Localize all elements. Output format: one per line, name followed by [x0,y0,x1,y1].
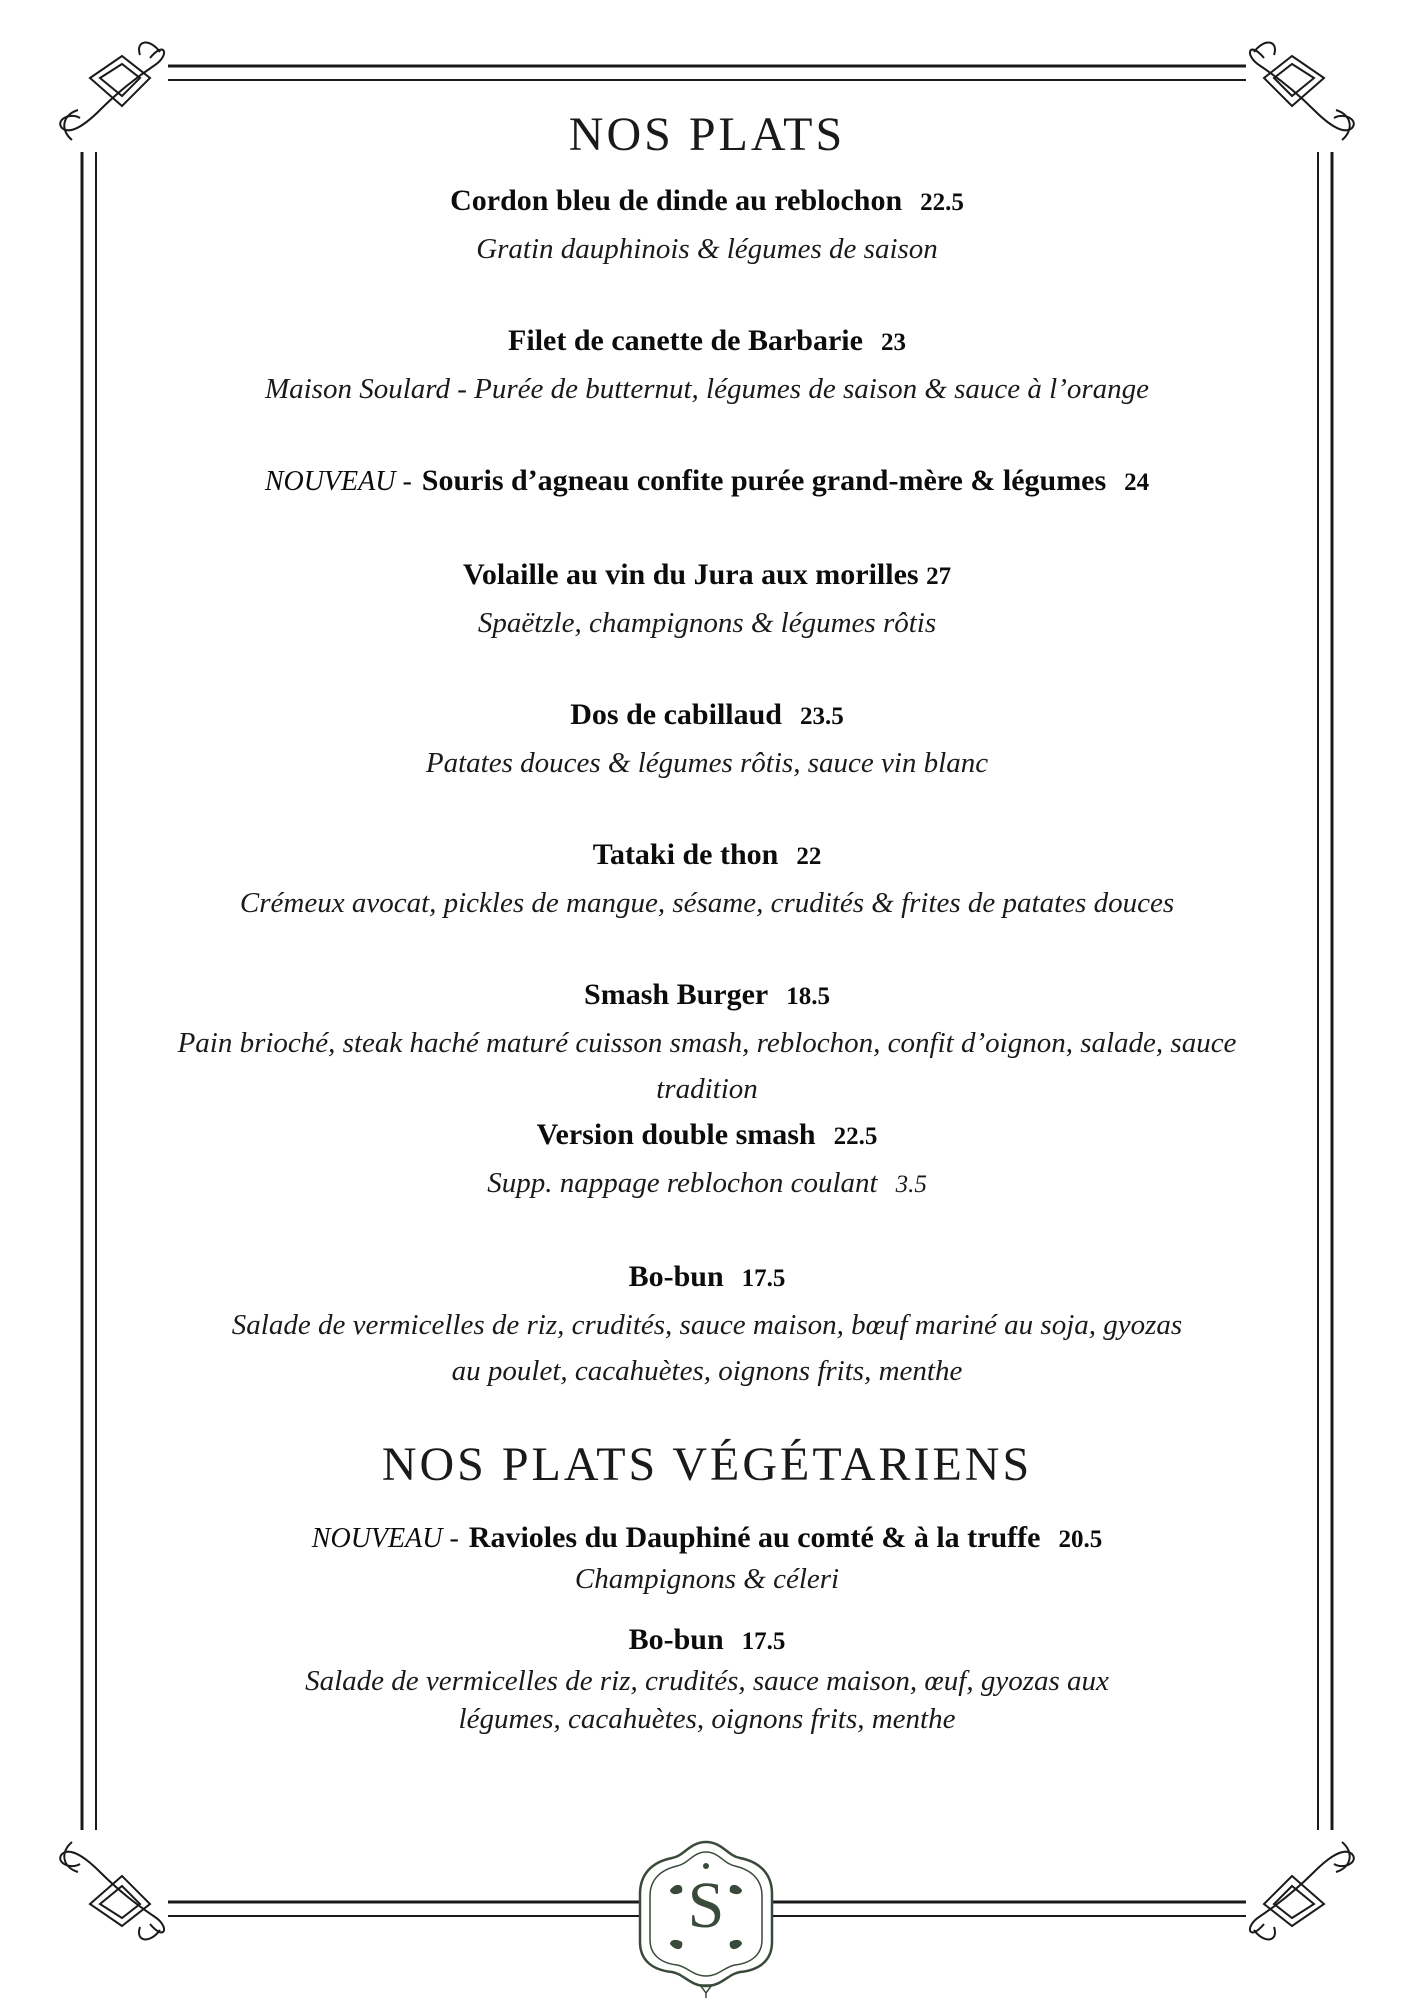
dish-description: Salade de vermicelles de riz, crudités, sauce maison, bœuf mariné au soja, gyozas au poulet, cacahuètes, oignons frits, menthe [231,1309,1183,1387]
dish-name: Bo-bun [628,1260,724,1293]
section-title-nos-plats: NOS PLATS [568,108,846,161]
dish-supplement: Supp. nappage reblochon coulant [487,1167,878,1199]
menu-content [120,100,1294,1738]
dish-name: Cordon bleu de dinde au reblochon [450,184,903,217]
dish-description: Crémeux avocat, pickles de mangue, sésame, crudités & frites de patates douces [239,887,1175,919]
dish-description: Salade de vermicelles de riz, crudités, sauce maison, œuf, gyozas aux légumes, cacahuètes, oignons frits, menthe [305,1665,1109,1735]
dish-description: Patates douces & légumes rôtis, sauce vin blanc [425,747,989,779]
dish-name: Filet de canette de Barbarie [508,324,863,357]
dish-description: Spaëtzle, champignons & légumes rôtis [477,607,937,639]
dish-price: 17.5 [741,1265,786,1292]
dish-price: 17.5 [741,1628,786,1655]
dish-name: Smash Burger [584,978,769,1011]
corner-ornament-bottom-right [1250,1842,1354,1939]
dish-price: 23.5 [799,703,844,730]
supplement-price: 3.5 [895,1171,927,1198]
dish-bo-bun [120,1254,1294,1394]
dish-name: Version double smash [536,1118,816,1151]
dish-name: Tataki de thon [592,838,779,871]
dish-bo-bun-veggie [120,1620,1294,1738]
dish-tataki-thon [120,832,1294,926]
dish-description: Pain brioché, steak haché maturé cuisson smash, reblochon, confit d’oignon, salade, sauce tradition [177,1027,1237,1105]
dish-filet-canette [120,318,1294,412]
dish-price: 27 [926,563,952,590]
dish-price: 18.5 [786,983,830,1010]
dish-smash-burger [120,972,1294,1112]
dish-souris-agneau [120,458,1294,506]
dish-name: Dos de cabillaud [570,698,782,731]
dish-price: 20.5 [1058,1526,1103,1553]
dish-cordon-bleu [120,178,1294,272]
dish-name: Bo-bun [628,1623,724,1656]
dish-double-smash [120,1112,1294,1208]
dish-cabillaud [120,692,1294,786]
new-badge: NOUVEAU - [264,466,412,497]
dish-price: 24 [1124,469,1150,496]
dish-description: Champignons & céleri [574,1563,840,1595]
dish-price: 22.5 [833,1123,878,1150]
dish-price: 22.5 [920,189,964,216]
dish-description: Maison Soulard - Purée de butternut, légumes de saison & sauce à l’orange [264,373,1150,405]
new-badge: NOUVEAU - [311,1523,459,1554]
dish-price: 22 [796,843,822,870]
corner-ornament-bottom-left [60,1842,164,1939]
logo-letter: S [687,1869,725,1942]
dish-name: Ravioles du Dauphiné au comté & à la truffe [468,1521,1041,1554]
dish-ravioles [120,1518,1294,1598]
dish-price: 23 [880,329,906,356]
dish-name: Volaille au vin du Jura aux morilles [462,558,919,591]
dish-name: Souris d’agneau confite purée grand-mère & légumes [421,464,1107,497]
dish-description: Gratin dauphinois & légumes de saison [476,233,938,265]
dish-volaille [120,552,1294,646]
section-title-vegetarian: NOS PLATS VÉGÉTARIENS [381,1438,1033,1491]
